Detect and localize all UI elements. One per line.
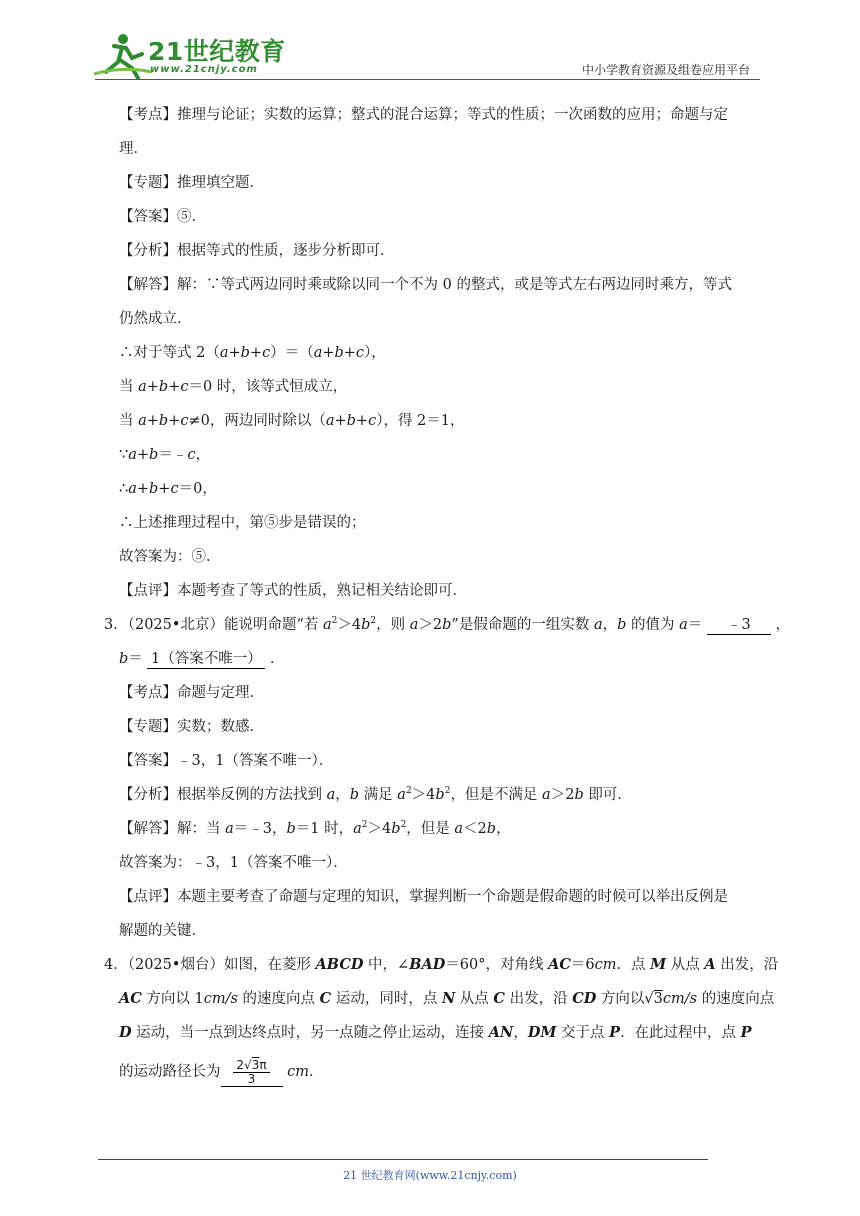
header-platform-text: 中小学教育资源及组卷应用平台 — [582, 63, 751, 77]
footer-divider — [98, 1159, 708, 1160]
q3-kaodian: 【考点】命题与定理． — [119, 685, 264, 701]
q2-step-5: 当 a+b+c≠0，两边同时除以（a+b+c），得 2＝1， — [119, 413, 465, 429]
answer-blank-path — [221, 1059, 283, 1087]
q3-stem: 3．（2025•北京）能说明命题“若 $a^2>4b^2$，则 a＞2b”是假命题的一组实数 a，b 的值为 a＝ ﹣3 ， — [104, 616, 790, 633]
q2-fenxi: 【分析】根据等式的性质，逐步分析即可． — [119, 243, 395, 259]
q2-step-6: ∵a+b＝﹣c， — [119, 447, 210, 463]
q2-jieda: 【解答】解：∵等式两边同时乘或除以同一个不为 0 的整式，或是等式左右两边同时乘方，等式 — [119, 277, 732, 293]
q2-zhuanti: 【专题】推理填空题． — [119, 175, 264, 191]
q3-fenxi: 【分析】根据举反例的方法找到 a，b 满足 $a^2>4b^2$，但是不满足 a＞2b 即可． — [119, 786, 632, 803]
answer-blank-b: 1（答案不唯一） — [147, 650, 265, 669]
q2-kaodian: 【考点】推理与论证；实数的运算；整式的混合运算；等式的性质；一次函数的应用；命题与定 — [119, 107, 728, 123]
q4-stem-4: 的运动路径长为 $\frac{2√3\pi}{3}$ cm． — [119, 1057, 324, 1086]
q4-stem-3: D 运动，当一点到达终点时，另一点随之停止运动，连接 AN，DM 交于点 P．在此过程中，点 P — [119, 1024, 752, 1041]
logo-text: 21世纪教育 — [148, 37, 286, 66]
answer-fraction: $\frac{2√3\pi}{3}$ — [233, 1059, 269, 1086]
q4-stem-2: AC 方向以 1cm/s 的速度向点 C 运动，同时，点 N 从点 C 出发，沿 CD 方向以√3cm/s 的速度向点 — [119, 990, 775, 1007]
q2-dianping: 【点评】本题考查了等式的性质，熟记相关结论即可． — [119, 583, 467, 599]
answer-blank-a: ﹣3 — [707, 616, 771, 635]
q4-stem-1: 4．（2025•烟台）如图，在菱形 ABCD 中，∠BAD＝60°，对角线 AC＝6cm．点 M 从点 A 出发，沿 — [104, 956, 779, 973]
q2-step-7: ∴a+b+c＝0， — [119, 481, 217, 497]
q2-jieda-cont: 仍然成立． — [119, 311, 192, 327]
q2-step-4: 当 a+b+c＝0 时，该等式恒成立， — [119, 379, 348, 395]
q3-dianping-cont: 解题的关键． — [119, 923, 206, 939]
q3-stem-cont: b＝ 1（答案不唯一） ． — [119, 651, 285, 667]
q3-gu: 故答案为：﹣3，1（答案不唯一）． — [119, 855, 348, 871]
logo-url: www.21cnjy.com — [150, 64, 258, 75]
header-divider — [95, 79, 760, 80]
q3-dianping: 【点评】本题主要考查了命题与定理的知识，掌握判断一个命题是假命题的时候可以举出反例是 — [119, 889, 728, 905]
q3-daan: 【答案】﹣3，1（答案不唯一）． — [119, 753, 334, 769]
q2-daan: 【答案】⑤． — [119, 209, 206, 225]
page-header — [0, 0, 860, 85]
q2-step-3: ∴对于等式 2（a+b+c）＝（a+b+c）， — [119, 345, 386, 361]
q3-jieda: 【解答】解：当 a＝﹣3，b＝1 时，$a^2>4b^2$，但是 a＜2b， — [119, 820, 511, 837]
footer-text: 21 世纪教育网(www.21cnjy.com) — [343, 1169, 517, 1182]
q2-step-8: ∴上述推理过程中，第⑤步是错误的； — [119, 515, 366, 531]
q2-kaodian-cont: 理． — [119, 141, 148, 157]
q3-zhuanti: 【专题】实数；数感． — [119, 719, 264, 735]
q2-step-9: 故答案为：⑤． — [119, 549, 221, 565]
